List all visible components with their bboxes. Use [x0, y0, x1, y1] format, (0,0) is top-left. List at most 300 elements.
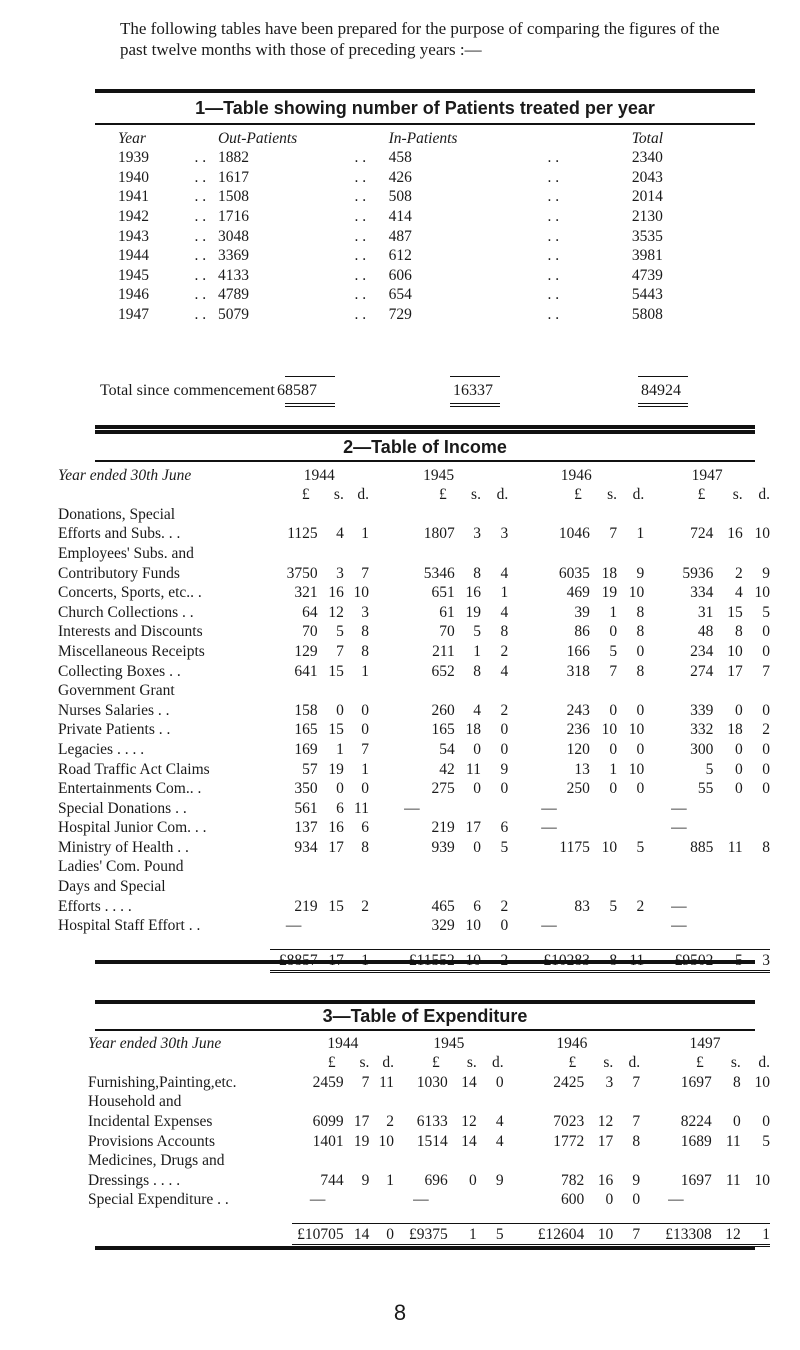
amount-cell: 42 [439, 760, 455, 778]
amount-cell: — [541, 917, 557, 935]
amount-cell: 1 [500, 584, 509, 602]
in-patients-cell: 612 [388, 247, 412, 265]
amount-cell: 39 [574, 603, 590, 621]
table-row [118, 246, 718, 266]
amount-cell: 137 [294, 819, 318, 837]
out-patients-cell: 3048 [217, 227, 249, 245]
year-header: 1947 [691, 466, 723, 484]
amount-cell: 5 [336, 623, 344, 641]
amount-cell [508, 876, 590, 896]
amount-cell: 0 [500, 917, 509, 935]
amount-cell: 0 [469, 1171, 477, 1189]
total-cell: 2014 [631, 188, 663, 206]
amount-cell: 2 [636, 897, 645, 915]
amount-cell [590, 916, 617, 936]
amount-cell: 1 [609, 603, 618, 621]
amount-cell: 1 [361, 662, 369, 680]
table-row [58, 720, 770, 740]
amount-cell: 8 [636, 662, 645, 680]
table-row [88, 1190, 770, 1210]
amount-cell [369, 543, 455, 563]
amount-cell: 2 [500, 701, 509, 719]
amount-cell [481, 798, 508, 818]
amount-cell: 6 [473, 897, 481, 915]
amount-cell [713, 818, 742, 838]
table-row [58, 504, 770, 524]
table-row [58, 641, 770, 661]
amount-cell: 0 [473, 838, 481, 856]
amount-cell: 0 [361, 701, 369, 719]
amount-cell [344, 681, 369, 701]
out-patients-cell: 1508 [217, 188, 249, 206]
unit-label: d. [632, 486, 645, 504]
amount-cell: 219 [294, 897, 318, 915]
amount-cell [741, 1151, 770, 1171]
amount-cell: 8 [473, 564, 481, 582]
amount-cell: 10 [754, 584, 770, 602]
row-label: Donations, Special [58, 505, 176, 523]
amount-cell [270, 504, 318, 524]
year-header: 1944 [303, 466, 335, 484]
amount-cell: 165 [294, 721, 318, 739]
amount-cell: 10 [754, 525, 770, 543]
underline [450, 376, 500, 377]
amount-cell [369, 681, 455, 701]
amount-cell: 8 [733, 1073, 741, 1091]
amount-cell: 120 [566, 740, 590, 758]
amount-cell: 0 [473, 740, 481, 758]
amount-cell [344, 1092, 370, 1112]
amount-cell: 1807 [423, 525, 455, 543]
amount-cell: 2 [734, 564, 743, 582]
year-cell: 1946 [118, 286, 149, 304]
table2-header-rule [95, 460, 755, 462]
table1-title: 1—Table showing number of Patients treated per year [195, 98, 655, 118]
table1-total-label: Total since commencement [100, 382, 275, 399]
amount-cell: 2459 [312, 1073, 344, 1091]
amount-cell: 8 [734, 623, 743, 641]
table3-title: 3—Table of Expenditure [322, 1006, 528, 1026]
underline [285, 376, 335, 377]
table-row [58, 583, 770, 603]
row-label: Entertainments Com.. . [58, 780, 202, 798]
expenditure-table [88, 1033, 770, 1247]
table-row [118, 304, 718, 324]
table1-total-out: 68587 [277, 382, 317, 399]
row-label: Church Collections . . [58, 603, 194, 621]
total-cell: 3535 [631, 227, 663, 245]
amount-cell [713, 916, 742, 936]
table3-bottom-rule [95, 1246, 755, 1250]
amount-cell: 18 [727, 721, 743, 739]
leader-dots: . . [547, 305, 560, 323]
amount-cell: 0 [473, 780, 481, 798]
amount-cell: 166 [566, 642, 590, 660]
year-cell: 1942 [118, 207, 149, 225]
total-amount-cell: 7 [613, 1224, 640, 1246]
amount-cell [743, 857, 770, 877]
amount-cell [743, 798, 770, 818]
amount-cell: 1 [609, 760, 618, 778]
amount-cell [270, 857, 318, 877]
amount-cell: 7 [361, 1073, 370, 1091]
amount-cell: 4 [500, 662, 509, 680]
amount-cell [344, 504, 369, 524]
amount-cell [344, 1190, 370, 1210]
amount-cell: 1 [336, 740, 344, 758]
amount-cell: 0 [632, 1191, 641, 1209]
year-ended-label: Year ended 30th June [58, 466, 192, 484]
amount-cell: 70 [302, 623, 318, 641]
amount-cell [644, 543, 713, 563]
row-label: Hospital Junior Com. . . [58, 819, 207, 837]
table3-top-rule [95, 1000, 755, 1004]
amount-cell: 1689 [680, 1132, 712, 1150]
amount-cell: 16 [328, 819, 344, 837]
amount-cell: 4 [495, 1112, 504, 1130]
leader-dots: . . [547, 188, 560, 206]
leader-dots: . . [547, 266, 560, 284]
total-cell: 5808 [631, 305, 663, 323]
amount-cell: 219 [431, 819, 455, 837]
amount-cell: 70 [439, 623, 455, 641]
table-row [58, 779, 770, 799]
amount-cell [477, 1151, 504, 1171]
row-label: Household and [88, 1093, 182, 1111]
amount-cell [617, 504, 644, 524]
amount-cell: 0 [495, 1073, 504, 1091]
amount-cell: 19 [353, 1132, 370, 1150]
total-cell: 3981 [631, 247, 663, 265]
amount-cell: 5 [762, 603, 770, 621]
amount-cell [644, 504, 713, 524]
unit-label: £ [301, 486, 310, 504]
amount-cell: 243 [566, 701, 590, 719]
table-row [58, 681, 770, 701]
amount-cell [713, 857, 742, 877]
unit-label: £ [697, 486, 706, 504]
amount-cell: 3 [605, 1073, 614, 1091]
amount-cell: 9 [762, 564, 770, 582]
year-header: 1945 [433, 1034, 465, 1052]
amount-cell [590, 681, 617, 701]
amount-cell [508, 504, 590, 524]
amount-cell: 3 [500, 525, 509, 543]
amount-cell: 9 [636, 564, 645, 582]
spacer-row [88, 1209, 770, 1224]
amount-cell: 1175 [559, 838, 590, 856]
amount-cell: 8 [500, 623, 509, 641]
total-amount-cell: £9375 [394, 1224, 448, 1246]
amount-cell [369, 504, 455, 524]
amount-cell [448, 1092, 477, 1112]
amount-cell: 0 [762, 1112, 770, 1130]
amount-cell: 18 [465, 721, 481, 739]
amount-cell [644, 876, 713, 896]
row-label: Medicines, Drugs and [88, 1152, 225, 1170]
amount-cell: 16 [328, 584, 344, 602]
amount-cell: 7 [762, 662, 770, 680]
amount-cell: 3 [473, 525, 481, 543]
total-amount-cell: 0 [369, 1224, 394, 1246]
amount-cell: 48 [697, 623, 714, 641]
row-label: Interests and Discounts [58, 623, 203, 641]
total-amount-cell: 3 [743, 950, 770, 972]
unit-label: £ [695, 1054, 704, 1072]
amount-cell: 8 [636, 603, 645, 621]
amount-cell: 339 [690, 701, 714, 719]
year-cell: 1941 [118, 188, 149, 206]
total-cell: 2130 [631, 207, 663, 225]
year-header: 1946 [560, 466, 592, 484]
row-label: Miscellaneous Receipts [58, 642, 205, 660]
amount-cell [455, 681, 481, 701]
amount-cell: 275 [431, 780, 455, 798]
amount-cell [477, 1092, 504, 1112]
amount-cell: 0 [734, 701, 743, 719]
year-cell: 1943 [118, 227, 149, 245]
amount-cell: 10 [465, 917, 481, 935]
leader-dots: . . [194, 149, 207, 167]
amount-cell: 158 [294, 701, 318, 719]
amount-cell: 0 [609, 701, 618, 719]
table-row [58, 543, 770, 563]
amount-cell: 8 [361, 838, 369, 856]
amount-cell [292, 1151, 344, 1171]
amount-cell: 12 [328, 603, 344, 621]
amount-cell: 55 [697, 780, 714, 798]
leader-dots: . . [354, 168, 367, 186]
amount-cell: 0 [605, 1191, 614, 1209]
blank-cell [58, 485, 270, 505]
amount-cell [617, 818, 644, 838]
out-patients-cell: 1617 [217, 168, 249, 186]
year-cell: 1944 [118, 247, 149, 265]
amount-cell: 15 [328, 721, 344, 739]
amount-cell: 0 [500, 780, 509, 798]
amount-cell: 329 [431, 917, 455, 935]
amount-cell: 3750 [286, 564, 318, 582]
amount-cell [617, 798, 644, 818]
total-amount-cell: £12604 [504, 1224, 585, 1246]
row-label: Efforts and Subs. . . [58, 525, 181, 543]
amount-cell: 0 [762, 642, 770, 660]
leader-dots: . . [547, 286, 560, 304]
spacer-cell [88, 1209, 770, 1224]
amount-cell [617, 543, 644, 563]
in-patients-cell: 654 [388, 286, 412, 304]
unit-label: d. [758, 486, 770, 504]
amount-cell: 10 [628, 760, 645, 778]
amount-cell: 11 [725, 1132, 741, 1150]
double-underline [285, 403, 335, 407]
unit-label: d. [357, 486, 369, 504]
income-table [58, 465, 770, 973]
amount-cell: 10 [754, 1171, 770, 1189]
amount-cell: 15 [328, 662, 344, 680]
row-label: Nurses Salaries . . [58, 701, 170, 719]
amount-cell [270, 681, 318, 701]
amount-cell: 17 [328, 838, 344, 856]
amount-cell: 724 [690, 525, 714, 543]
out-patients-cell: 5079 [217, 305, 249, 323]
amount-cell: 1030 [416, 1073, 448, 1091]
amount-cell [270, 543, 318, 563]
amount-cell: 939 [431, 838, 455, 856]
amount-cell [741, 1190, 770, 1210]
year-cell: 1940 [118, 168, 149, 186]
amount-cell [394, 1151, 448, 1171]
unit-label: d. [628, 1054, 641, 1072]
amount-cell [640, 1092, 712, 1112]
amount-cell [712, 1151, 741, 1171]
amount-cell: 3 [336, 564, 344, 582]
blank-cell [88, 1053, 292, 1073]
leader-dots: . . [194, 305, 207, 323]
leader-dots: . . [354, 305, 367, 323]
unit-label: s. [603, 1054, 614, 1072]
amount-cell: 7 [361, 740, 369, 758]
amount-cell: 11 [727, 838, 743, 856]
spacer-row [58, 935, 770, 950]
amount-cell [644, 681, 713, 701]
amount-cell: 8 [762, 838, 770, 856]
amount-cell: 0 [636, 740, 645, 758]
out-patients-cell: 1716 [217, 207, 249, 225]
amount-cell: 16 [597, 1171, 614, 1189]
amount-cell [344, 916, 369, 936]
amount-cell: 10 [601, 838, 618, 856]
amount-cell [292, 1092, 344, 1112]
year-header: 1497 [689, 1034, 721, 1052]
amount-cell: 0 [500, 740, 509, 758]
blank-cell [88, 1224, 292, 1246]
leader-dots: . . [194, 286, 207, 304]
amount-cell: 332 [690, 721, 714, 739]
amount-cell: 7 [609, 525, 618, 543]
amount-cell [584, 1151, 613, 1171]
table-row [58, 622, 770, 642]
year-header: 1944 [327, 1034, 359, 1052]
amount-cell: 129 [294, 642, 318, 660]
amount-cell [344, 876, 369, 896]
amount-cell [270, 876, 318, 896]
row-label: Incidental Expenses [88, 1112, 213, 1130]
year-header: 1945 [423, 466, 455, 484]
leader-dots: . . [547, 149, 560, 167]
out-patients-cell: 4789 [217, 286, 249, 304]
amount-cell: 8 [361, 623, 369, 641]
table-row [58, 661, 770, 681]
amount-cell [617, 876, 644, 896]
total-amount-cell: 1 [741, 1224, 770, 1246]
amount-cell: 561 [294, 799, 318, 817]
amount-cell [455, 798, 481, 818]
table-row [58, 857, 770, 877]
amount-cell [394, 1092, 448, 1112]
total-amount-cell: 12 [712, 1224, 741, 1246]
in-patients-cell: 458 [388, 149, 412, 167]
amount-cell: 652 [431, 662, 455, 680]
amount-cell: 2 [361, 897, 369, 915]
amount-cell [455, 857, 481, 877]
table-row [88, 1151, 770, 1171]
amount-cell: 318 [566, 662, 590, 680]
double-underline [450, 403, 500, 407]
in-patients-cell: 508 [388, 188, 412, 206]
amount-cell: 1 [386, 1171, 394, 1189]
table-row [58, 700, 770, 720]
table-row [88, 1111, 770, 1131]
amount-cell [743, 916, 770, 936]
amount-cell: 1125 [287, 525, 318, 543]
leader-dots: . . [547, 207, 560, 225]
year-cell: 1947 [118, 305, 149, 323]
amount-cell: 469 [566, 584, 590, 602]
table-row [58, 818, 770, 838]
amount-cell: 0 [762, 740, 770, 758]
amount-cell: 2 [386, 1112, 394, 1130]
row-label: Hospital Staff Effort . . [58, 917, 201, 935]
amount-cell [613, 1092, 640, 1112]
amount-cell: — [285, 917, 302, 935]
amount-cell: 10 [727, 642, 743, 660]
totals-row [88, 1224, 770, 1246]
amount-cell [617, 681, 644, 701]
amount-cell [617, 857, 644, 877]
amount-cell [613, 1151, 640, 1171]
amount-cell: — [541, 799, 557, 817]
amount-cell [369, 857, 455, 877]
table-row [58, 739, 770, 759]
amount-cell [318, 876, 344, 896]
amount-cell [713, 681, 742, 701]
amount-cell: 7023 [553, 1112, 585, 1130]
amount-cell: 4 [495, 1132, 504, 1150]
row-label: Special Donations . . [58, 799, 187, 817]
amount-cell: 250 [566, 780, 590, 798]
total-amount-cell: 5 [477, 1224, 504, 1246]
amount-cell [481, 876, 508, 896]
amount-cell: 1772 [553, 1132, 585, 1150]
amount-cell [743, 543, 770, 563]
leader-dots: . . [354, 286, 367, 304]
in-patients-cell: 729 [388, 305, 412, 323]
row-label: Ministry of Health . . [58, 838, 189, 856]
unit-label: £ [431, 1054, 440, 1072]
unit-label: d. [758, 1054, 770, 1072]
amount-cell [318, 543, 344, 563]
amount-cell: — [671, 917, 687, 935]
out-patients-cell: 3369 [217, 247, 249, 265]
out-patients-cell: 1882 [217, 149, 249, 167]
amount-cell [504, 1092, 585, 1112]
leader-dots: . . [194, 207, 207, 225]
amount-cell: 234 [690, 642, 714, 660]
amount-cell: 8 [636, 623, 645, 641]
amount-cell: 12 [461, 1112, 477, 1130]
amount-cell: 696 [424, 1171, 448, 1189]
table-row [58, 916, 770, 936]
amount-cell [590, 857, 617, 877]
amount-cell [590, 504, 617, 524]
amount-cell [344, 857, 369, 877]
unit-label: d. [492, 1054, 504, 1072]
amount-cell [743, 818, 770, 838]
amount-cell: 1 [636, 525, 645, 543]
amount-cell: 0 [762, 780, 770, 798]
amount-cell: 9 [500, 760, 509, 778]
